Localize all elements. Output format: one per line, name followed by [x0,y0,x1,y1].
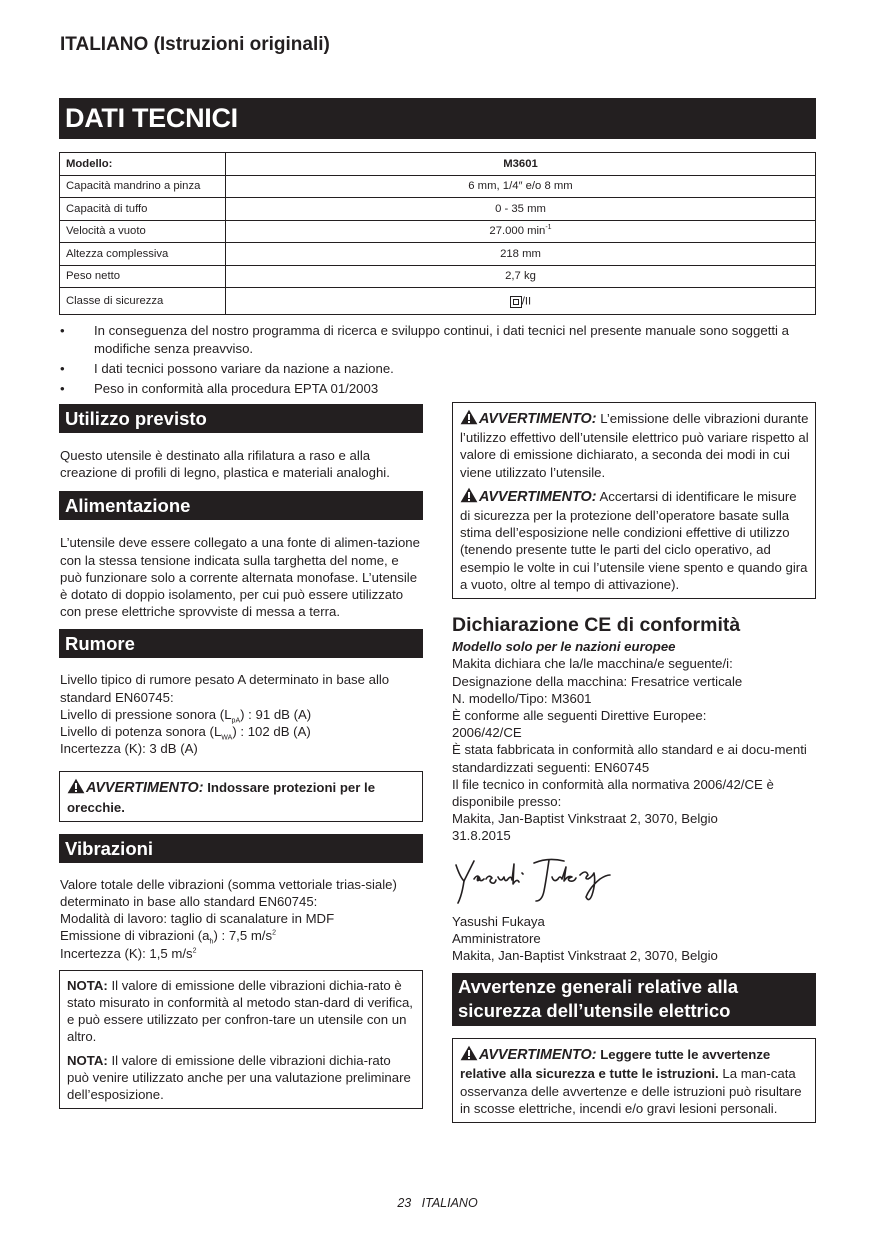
declaration-subtitle: Modello solo per le nazioni europee [452,639,676,655]
sound-pressure-level [59,706,423,723]
model-label: Modello: [60,153,226,176]
spec-value: 2,7 kg [226,265,816,288]
spec-label: Altezza complessiva [60,243,226,266]
table-row [60,198,816,221]
double-insulation-icon [510,296,522,311]
spec-label: Velocità a vuoto [60,220,226,243]
vibration-uncertainty [59,945,423,962]
sound-power-value: ) : 102 dB (A) [232,724,311,740]
warning-label: AVVERTIMENTO: [86,780,204,797]
specs-notes [60,322,816,400]
vibration-emission-subscript: h [209,939,214,947]
intended-use-heading: Utilizzo previsto [59,404,423,433]
spec-label: Capacità mandrino a pinza [60,175,226,198]
declaration-line: Il file tecnico in conformità alla normativa 2006/42/CE è disponibile presso: [452,776,774,810]
general-safety-warning-box [452,1038,816,1123]
general-safety-heading [452,973,816,1026]
spec-label: Capacità di tuffo [60,198,226,221]
declaration-line: N. modello/Tipo: M3601 [452,690,592,706]
list-item: • Peso in conformità alla procedura EPTA 01/2003 [60,380,816,398]
vibration-note-1 [67,977,416,1046]
vibration-notes-box [59,970,423,1109]
speed-value: 27.000 min [489,225,546,238]
vibration-uncertainty-text: Incertezza (K): 1,5 m/s [60,945,193,961]
table-row [60,153,816,176]
vibration-note-2 [67,1052,416,1104]
warning-icon [67,778,85,798]
vibration-mode: Modalità di lavoro: taglio di scanalature in MDF [60,911,335,927]
declaration-date: 31.8.2015 [452,828,511,844]
signature [452,845,816,913]
sound-pressure-text: Livello di pressione sonora (L [60,706,232,722]
power-text: L’utensile deve essere collegato a una fonte di alimen-tazione con la stessa tensione indicata sulla targhetta del nome, e può funzionare solo a corrente alternata monofase. L’utensile è dotato di doppio isolamento, per cui può essere utilizzato con prese elettriche sprovviste di messa a terra. [60,535,420,620]
noise-heading: Rumore [59,629,423,658]
declaration-line: Makita, Jan-Baptist Vinkstraat 2, 3070, Belgio [452,811,718,827]
declaration-line: 2006/42/CE [452,725,522,741]
table-row [60,175,816,198]
page-footer [0,1196,875,1210]
sound-power-text: Livello di potenza sonora (L [60,724,222,740]
safety-class-value [226,288,816,315]
table-row [60,288,816,315]
warning-label: AVVERTIMENTO: [479,488,597,505]
declaration-line: Designazione della macchina: Fresatrice verticale [452,673,743,689]
vibration-uncertainty-exponent: 2 [192,947,197,955]
left-column [59,404,423,1109]
safety-class-text: /II [521,294,532,307]
declaration-line: È conforme alle seguenti Direttive Europee: [452,708,707,724]
vibration-emission-exponent: 2 [272,930,276,938]
warning-icon [460,1045,478,1065]
vibration-emission [59,927,423,947]
right-column [452,402,816,1123]
noise-warning-box [59,771,423,821]
vibration-emission-value: ) : 7,5 m/s [213,928,273,944]
general-safety-warning-text: La man-cata osservanza delle avvertenze e delle istruzioni può risultare in scosse elettriche, incendi e/o gravi lesioni personali. [460,1066,802,1116]
noise-intro: Livello tipico di rumore pesato A determinato in base allo standard EN60745: [60,672,390,705]
sound-power-subscript: WA [221,734,233,742]
vibration-heading: Vibrazioni [59,834,423,863]
warning-icon [460,487,478,507]
spec-value [226,220,816,243]
warning-label: AVVERTIMENTO: [479,1047,597,1064]
note-label: NOTA: [67,1052,108,1068]
spec-label: Peso netto [60,265,226,288]
vibration-emission-text: Emissione di vibrazioni (a [60,928,210,944]
speed-unit-exponent: -1 [545,224,552,232]
warning-text: L’emissione delle vibrazioni durante l’utilizzo effettivo dell’utensile elettrico può variare rispetto al valore di emissione dichiarato, a seconda dei modi in cui viene utilizzato l’utensile. [460,411,809,480]
vibration-warning-2 [460,487,809,593]
safety-class-label: Classe di sicurezza [60,288,226,315]
table-row [60,265,816,288]
sound-pressure-subscript: pA [231,717,241,725]
vibration-intro: Valore totale delle vibrazioni (somma vettoriale trias-siale) determinato in base allo standard EN60745: [60,876,397,910]
footer-language: ITALIANO [421,1196,478,1210]
signer-role: Amministratore [452,930,541,946]
spec-value: 0 - 35 mm [226,198,816,221]
power-heading: Alimentazione [59,491,423,520]
general-safety-heading-line2: sicurezza dell’utensile elettrico [458,1000,731,1022]
note-text: Il valore di emissione delle vibrazioni dichia-rato è stato misurato in conformità al metodo stan-dard di verifica, e può essere utilizzato per confron-tare un utensile con un altro. [67,977,413,1045]
note-label: NOTA: [67,977,108,993]
warning-label: AVVERTIMENTO: [479,411,597,427]
signature-image [452,851,642,911]
list-item: • I dati tecnici possono variare da nazione a nazione. [60,360,816,378]
vibration-warning-1 [460,409,809,481]
model-value: M3601 [226,153,816,176]
table-row [60,243,816,266]
list-item: • In conseguenza del nostro programma di ricerca e sviluppo continui, i dati tecnici nel presente manuale sono soggetti a modifiche senza preavviso. [60,322,816,358]
page-number: 23 [397,1196,412,1210]
specs-table [59,152,816,315]
note-text: Il valore di emissione delle vibrazioni dichia-rato può venire utilizzato anche per una valutazione preliminare dell’esposizione. [67,1052,411,1103]
noise-warning-text: Indossare protezioni per le orecchie. [67,780,376,815]
intended-use-text: Questo utensile è destinato alla rifilatura a raso e alla creazione di profili di legno, plastica e materiali analoghi. [60,448,390,481]
declaration-line: È stata fabbricata in conformità allo standard e ai docu-menti standardizzati seguenti: EN60745 [452,742,807,775]
warning-icon [460,409,478,429]
vibration-warnings-box [452,402,816,599]
declaration-title: Dichiarazione CE di conformità [452,614,741,637]
page-language-header: ITALIANO (Istruzioni originali) [60,34,330,55]
general-safety-warning-bold: Leggere tutte le avvertenze relative alla sicurezza e tutte le istruzioni. [460,1047,771,1082]
spec-value: 6 mm, 1/4″ e/o 8 mm [226,175,816,198]
warning-text: Accertarsi di identificare le misure di sicurezza per la protezione dell’operatore basate sulla stima dell’esposizione nelle condizioni effettive di utilizzo (tenendo presente tutte le parti del ciclo operativo, ad esempio le volte in cui l’utensile viene spento e quando gira a vuoto, oltre al tempo di attivazione). [460,488,808,592]
sound-pressure-value: ) : 91 dB (A) [240,706,312,722]
signer-name: Yasushi Fukaya [452,913,545,929]
table-row [60,220,816,243]
declaration-line: Makita dichiara che la/le macchina/e seguente/i: [452,656,733,672]
noise-uncertainty: Incertezza (K): 3 dB (A) [60,741,198,757]
signer-address: Makita, Jan-Baptist Vinkstraat 2, 3070, Belgio [452,948,718,964]
spec-value: 218 mm [226,243,816,266]
specs-title: DATI TECNICI [59,98,816,139]
general-safety-heading-line1: Avvertenze generali relative alla [458,976,739,998]
sound-power-level [59,723,423,740]
